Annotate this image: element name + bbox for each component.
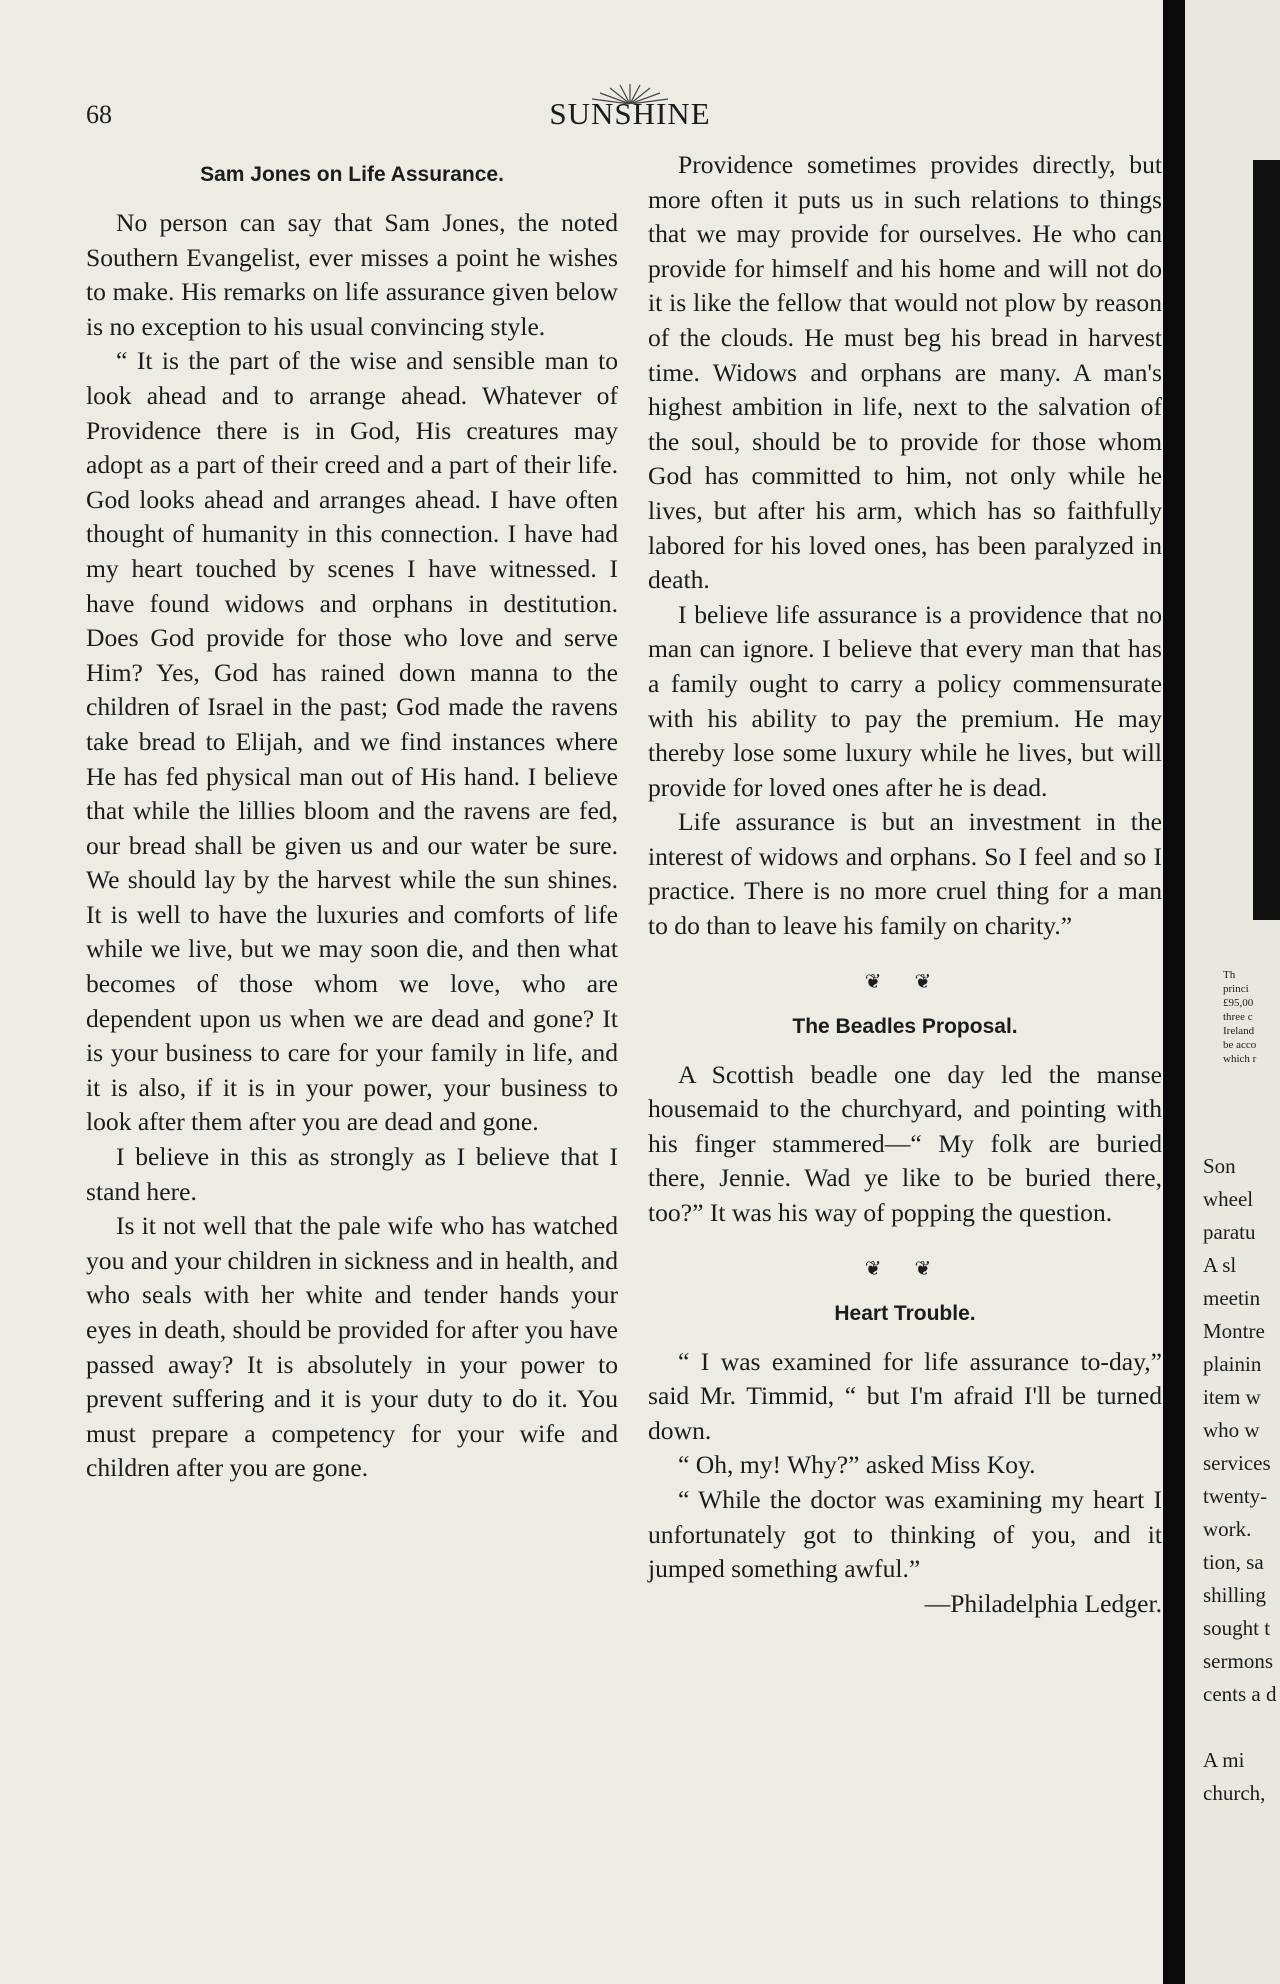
- fragment-line: sermons: [1203, 1649, 1273, 1673]
- caption-line: princi: [1223, 983, 1249, 995]
- source-attribution: —Philadelphia Ledger.: [924, 1588, 1162, 1618]
- caption-line: which r: [1223, 1053, 1257, 1065]
- fragment-line: Montre: [1203, 1319, 1265, 1343]
- paragraph: A Scottish beadle one day led the manse housemaid to the churchyard, and pointing with his finger stammered—“ My folk are buried there, Jennie. Wad ye like to be buried there, too?” It was his way of popping the question.: [648, 1059, 1162, 1228]
- paragraph: I believe life assurance is a providence that no man can ignore. I believe that every man that has a family ought to carry a policy commensurate with his ability to pay the premium. He may thereby lose some luxury while he lives, but will provide for loved ones after he is dead.: [648, 599, 1162, 802]
- paragraph: Is it not well that the pale wife who has watched you and your children in sickness and in health, and who seals with her white and tender hands your eyes in death, should be provided for after you have passed away? It is absolutely in your power to prevent suffering and it is your duty to do it. You must prepare a competency for your wife and children after you are gone.: [86, 1211, 618, 1483]
- caption-line: Ireland: [1223, 1025, 1255, 1037]
- left-column: [86, 148, 618, 1486]
- article-title: Sam Jones on Life Assurance.: [200, 163, 504, 186]
- caption-line: be acco: [1223, 1039, 1257, 1051]
- article-title: Heart Trouble.: [834, 1301, 976, 1325]
- masthead-title: SUNSHINE: [549, 96, 711, 131]
- caption-line: Th: [1223, 969, 1236, 981]
- caption-line: £95,00: [1223, 997, 1254, 1009]
- paragraph: “ I was examined for life assurance to-day,” said Mr. Timmid, “ but I'm afraid I'll be turned down.: [648, 1346, 1162, 1445]
- paragraph: “ It is the part of the wise and sensible man to look ahead and to arrange ahead. Whatever of Providence there is in God, His creatures may adopt as a part of their creed and a part of their life. God looks ahead and arranges ahead. I have often thought of humanity in this connection. I have had my heart touched by scenes I have witnessed. I have found widows and orphans in destitution. Does God provide for those who love and serve Him? Yes, God has rained down manna to the children of Israel in the past; God made the ravens take bread to Elijah, and we find instances where He has fed physical man out of His hand. I believe that while the lillies bloom and the ravens are fed, our bread shall be given us and our water be sure. We should lay by the harvest while the sun shines. It is well to have the luxuries and comforts of life while we live, but we may soon die, and then what becomes of those whom we love, who are dependent upon us when we are dead and gone? It is your business to care for your family in life, and it is also, if it is in your power, your business to look after them after you are dead and gone.: [86, 346, 618, 1137]
- fragment-line: wheel: [1203, 1187, 1254, 1211]
- photograph: [1253, 160, 1280, 920]
- paragraph: Providence sometimes provides directly, but more often it puts us in such relations to things that we may provide for ourselves. He who can provide for himself and his home and will not do it is like the fellow that would not plow by reason of the clouds. He must beg his bread in harvest time. Widows and orphans are many. A man's highest ambition in life, next to the salvation of the soul, should be to provide for those whom God has committed to him, not only while he lives, but after his arm, which has so faithfully labored for his loved ones, has been paralyzed in death.: [648, 150, 1162, 595]
- fragment-line: tion, sa: [1203, 1550, 1264, 1574]
- fragment-line: sought t: [1203, 1616, 1271, 1640]
- article-title: The Beadles Proposal.: [792, 1014, 1018, 1038]
- fragment-line: plainin: [1203, 1352, 1262, 1376]
- paragraph: “ While the doctor was examining my heart I unfortunately got to thinking of you, and it jumped something awful.”: [648, 1485, 1162, 1584]
- page-number: 68: [86, 100, 112, 129]
- fragment-line: [1203, 1711, 1280, 1744]
- fragment-line: cents a d: [1203, 1682, 1277, 1706]
- page-gutter: [1163, 0, 1185, 1984]
- fragment-line: twenty-: [1203, 1484, 1268, 1508]
- fragment-line: services: [1203, 1451, 1271, 1475]
- ornament-divider: ❦ ❦: [864, 1257, 946, 1280]
- fragment-line: who w: [1203, 1418, 1260, 1442]
- fragment-line: Son: [1203, 1154, 1236, 1178]
- adjacent-page: [1185, 0, 1280, 1984]
- fragment-line: meetin: [1203, 1286, 1261, 1310]
- paragraph: Life assurance is but an investment in the interest of widows and orphans. So I feel and so I practice. There is no more cruel thing for a man to do than to leave his family on charity.”: [648, 807, 1162, 941]
- fragment-line: work.: [1203, 1517, 1252, 1541]
- paragraph: “ Oh, my! Why?” asked Miss Koy.: [678, 1450, 1036, 1480]
- fragment-line: church,: [1203, 1781, 1266, 1805]
- text-fragment: [1203, 1150, 1280, 1810]
- caption-line: three c: [1223, 1011, 1253, 1023]
- photo-caption: [1223, 968, 1280, 1066]
- paragraph: No person can say that Sam Jones, the noted Southern Evangelist, ever misses a point he wishes to make. His remarks on life assurance given below is no exception to his usual convincing style.: [86, 208, 618, 341]
- fragment-line: shilling: [1203, 1583, 1267, 1607]
- fragment-line: A sl: [1203, 1253, 1237, 1277]
- fragment-line: A mi: [1203, 1748, 1245, 1772]
- fragment-line: item w: [1203, 1385, 1261, 1409]
- masthead: [530, 82, 730, 132]
- middle-column: [648, 148, 1162, 1621]
- fragment-line: paratu: [1203, 1220, 1256, 1244]
- ornament-divider: ❦ ❦: [864, 970, 946, 993]
- paragraph: I believe in this as strongly as I believe that I stand here.: [86, 1142, 618, 1206]
